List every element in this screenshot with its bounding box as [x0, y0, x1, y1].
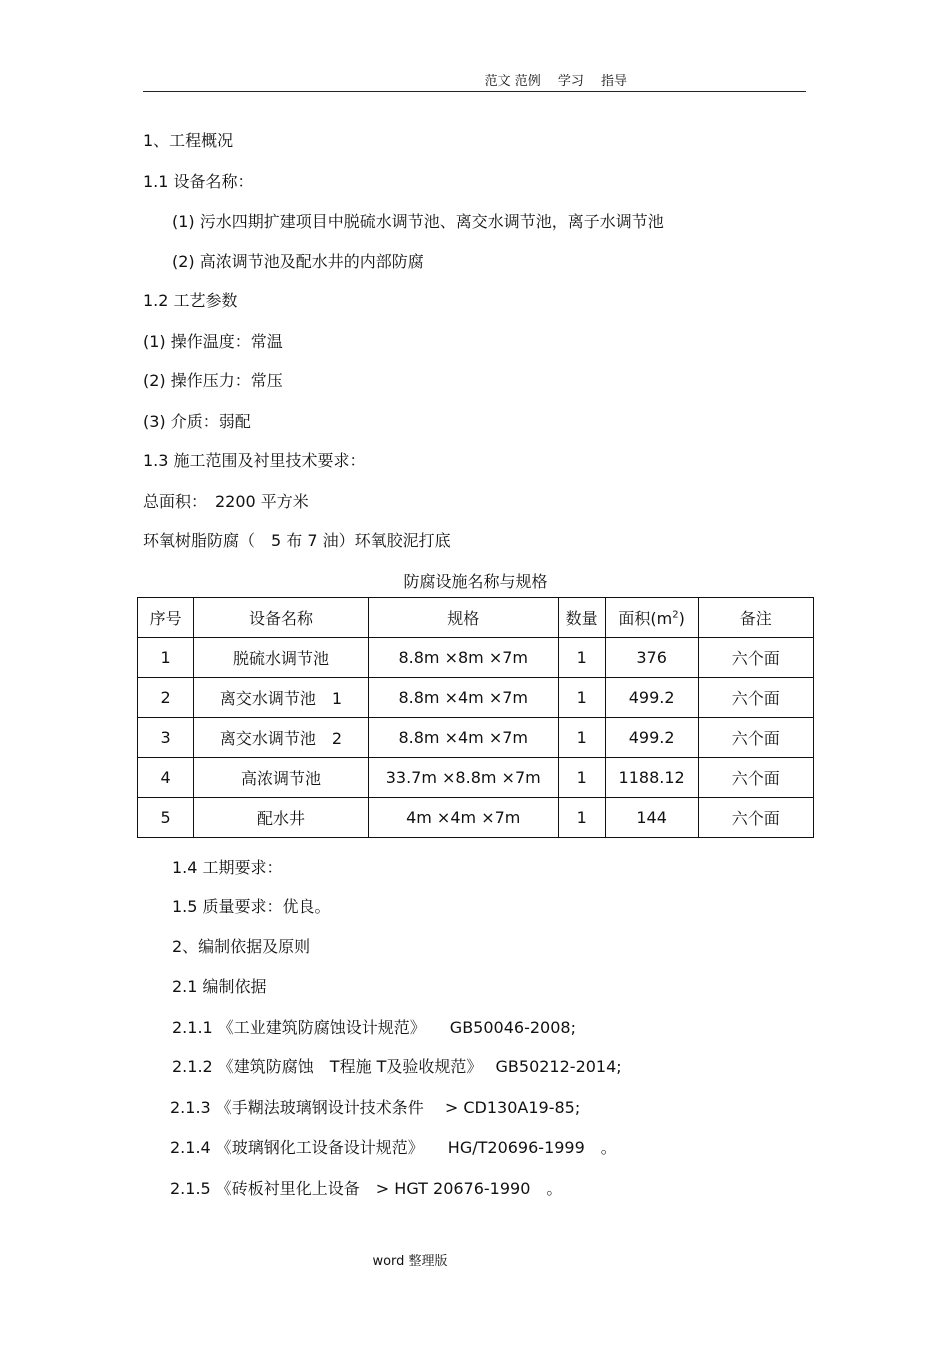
total-area: 总面积： 2200 平方米	[143, 492, 309, 511]
cell-qty: 1	[558, 798, 605, 838]
cell-area: 499.2	[605, 678, 698, 718]
reference-2-1-3: 2.1.3 《手糊法玻璃钢设计技术条件 > CD130A19-85;	[170, 1098, 581, 1117]
cell-area: 499.2	[605, 718, 698, 758]
reference-2-1-1: 2.1.1 《工业建筑防腐蚀设计规范》 GB50046-2008;	[172, 1018, 576, 1037]
header-divider	[143, 91, 806, 92]
cell-spec: 4m ×4m ×7m	[368, 798, 558, 838]
cell-name: 脱硫水调节池	[194, 638, 369, 678]
table-row	[138, 678, 814, 718]
section-1-1-heading: 1.1 设备名称：	[143, 172, 254, 191]
section-1-2-heading: 1.2 工艺参数	[143, 291, 238, 310]
col-header-area: 面积$(m^2)$	[605, 598, 698, 638]
cell-spec: 33.7m ×8.8m ×7m	[368, 758, 558, 798]
cell-index: 3	[138, 718, 194, 758]
col-header-index: 序号	[138, 598, 194, 638]
table-row	[138, 718, 814, 758]
cell-qty: 1	[558, 718, 605, 758]
section-1-4-heading: 1.4 工期要求：	[172, 858, 283, 877]
page-footer: word 整理版	[372, 1254, 448, 1269]
cell-name: 高浓调节池	[194, 758, 369, 798]
cell-spec: 8.8m ×4m ×7m	[368, 718, 558, 758]
page-header: 范文 范例 学习 指导	[484, 74, 627, 89]
col-header-note: 备注	[698, 598, 813, 638]
cell-area: 144	[605, 798, 698, 838]
table-row	[138, 758, 814, 798]
equipment-item-1: (1) 污水四期扩建项目中脱硫水调节池、离交水调节池，离子水调节池	[172, 212, 664, 231]
section-1-5-heading: 1.5 质量要求：优良。	[172, 897, 331, 916]
col-header-qty: 数量	[558, 598, 605, 638]
reference-2-1-4: 2.1.4 《玻璃钢化工设备设计规范》 HG/T20696-1999 。	[170, 1138, 617, 1157]
reference-2-1-2: 2.1.2 《建筑防腐蚀 T程施 T及验收规范》 GB50212-2014;	[172, 1057, 622, 1076]
section-2-heading: 2、编制依据及原则	[172, 937, 311, 956]
cell-name: 配水井	[194, 798, 369, 838]
section-1-3-heading: 1.3 施工范围及衬里技术要求：	[143, 451, 366, 470]
param-medium: (3) 介质：弱配	[143, 412, 251, 431]
col-header-name: 设备名称	[194, 598, 369, 638]
cell-name: 离交水调节池 2	[194, 718, 369, 758]
cell-qty: 1	[558, 638, 605, 678]
coating-method: 环氧树脂防腐（ 5 布 7 油）环氧胶泥打底	[143, 531, 451, 550]
cell-note: 六个面	[698, 798, 813, 838]
table-row	[138, 798, 814, 838]
cell-index: 1	[138, 638, 194, 678]
param-pressure: (2) 操作压力：常压	[143, 371, 283, 390]
cell-index: 5	[138, 798, 194, 838]
section-1-heading: 1、工程概况	[143, 131, 234, 150]
param-temperature: (1) 操作温度：常温	[143, 332, 283, 351]
cell-index: 4	[138, 758, 194, 798]
equipment-item-2: (2) 高浓调节池及配水井的内部防腐	[172, 252, 424, 271]
cell-note: 六个面	[698, 758, 813, 798]
cell-note: 六个面	[698, 718, 813, 758]
cell-note: 六个面	[698, 638, 813, 678]
table-row	[138, 638, 814, 678]
table-header-row	[138, 598, 814, 638]
spec-table	[137, 597, 814, 838]
table-caption: 防腐设施名称与规格	[403, 572, 548, 591]
cell-qty: 1	[558, 678, 605, 718]
cell-qty: 1	[558, 758, 605, 798]
reference-2-1-5: 2.1.5 《砖板衬里化上设备 > HGT 20676-1990 。	[170, 1179, 563, 1198]
cell-spec: 8.8m ×4m ×7m	[368, 678, 558, 718]
cell-area: 376	[605, 638, 698, 678]
cell-index: 2	[138, 678, 194, 718]
cell-spec: 8.8m ×8m ×7m	[368, 638, 558, 678]
cell-note: 六个面	[698, 678, 813, 718]
cell-name: 离交水调节池 1	[194, 678, 369, 718]
section-2-1-heading: 2.1 编制依据	[172, 977, 267, 996]
col-header-spec: 规格	[368, 598, 558, 638]
cell-area: 1188.12	[605, 758, 698, 798]
